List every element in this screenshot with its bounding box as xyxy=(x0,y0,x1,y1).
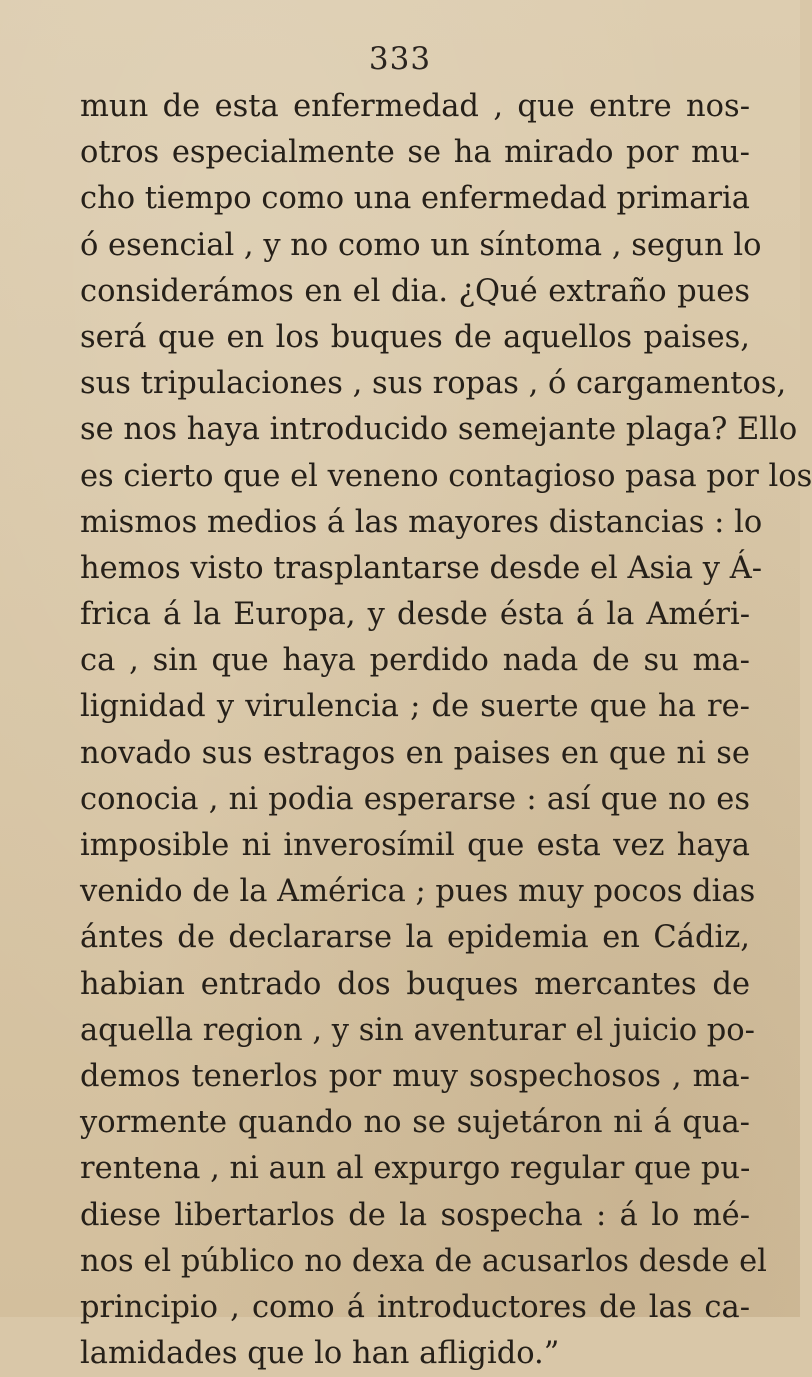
text-line-16: conocia , ni podia esperarse : así que no es xyxy=(80,781,750,817)
text-line-20: habian entrado dos buques mercantes de xyxy=(80,966,750,1002)
text-line-14: lignidad y virulencia ; de suerte que ha re- xyxy=(80,689,750,725)
page-number: 333 xyxy=(368,41,432,77)
text-line-13: ca , sin que haya perdido nada de su ma- xyxy=(80,643,750,679)
text-line-26: nos el público no dexa de acusarlos desde el xyxy=(80,1243,767,1279)
text-line-15: novado sus estragos en paises en que ni se xyxy=(80,735,750,771)
text-line-12: frica á la Europa, y desde ésta á la Améri- xyxy=(80,597,750,633)
body-text xyxy=(80,84,812,1377)
text-line-7: sus tripulaciones , sus ropas , ó cargamentos, xyxy=(80,366,787,402)
text-line-27: principio , como á introductores de las ca- xyxy=(80,1289,750,1325)
text-line-11: hemos visto trasplantarse desde el Asia y Á- xyxy=(80,550,763,586)
text-line-6: será que en los buques de aquellos paises, xyxy=(80,319,750,355)
text-line-3: cho tiempo como una enfermedad primaria xyxy=(80,181,750,217)
text-line-28: lamidades que lo han afligido.” xyxy=(80,1336,560,1372)
text-line-22: demos tenerlos por muy sospechosos , ma- xyxy=(80,1058,750,1094)
text-line-25: diese libertarlos de la sospecha : á lo mé- xyxy=(80,1197,750,1233)
text-line-2: otros especialmente se ha mirado por mu- xyxy=(80,135,750,171)
text-line-18: venido de la América ; pues muy pocos dias xyxy=(80,874,756,910)
text-line-1: mun de esta enfermedad , que entre nos- xyxy=(80,89,750,124)
text-line-8: se nos haya introducido semejante plaga? Ello xyxy=(80,412,798,448)
text-line-23: yormente quando no se sujetáron ni á qua- xyxy=(80,1105,750,1141)
text-line-5: considerámos en el dia. ¿Qué extraño pues xyxy=(80,273,750,309)
text-line-10: mismos medios á las mayores distancias : lo xyxy=(80,504,763,540)
text-line-21: aquella region , y sin aventurar el juicio po- xyxy=(80,1012,755,1048)
text-line-9: es cierto que el veneno contagioso pasa por los xyxy=(80,458,812,494)
text-line-4: ó esencial , y no como un síntoma , segun lo xyxy=(80,227,762,263)
text-line-24: rentena , ni aun al expurgo regular que pu- xyxy=(80,1151,751,1187)
text-line-19: ántes de declararse la epidemia en Cádiz, xyxy=(80,920,750,956)
text-line-17: imposible ni inverosímil que esta vez haya xyxy=(80,828,750,863)
